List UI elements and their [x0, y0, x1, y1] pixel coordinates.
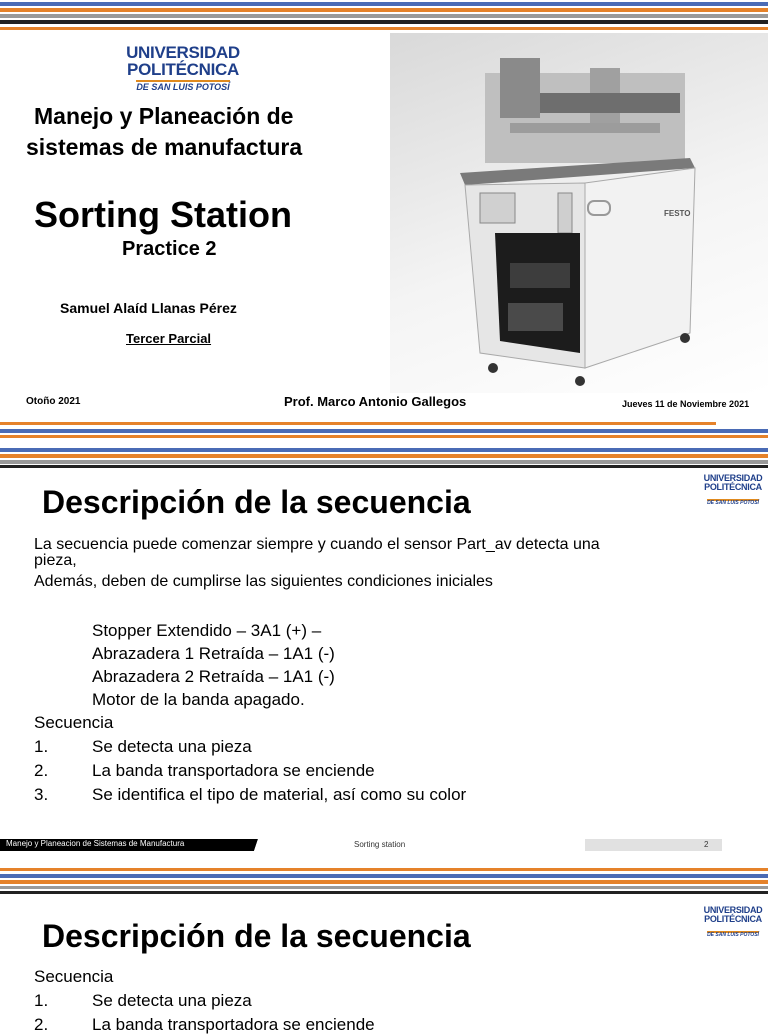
item-text: La banda transportadora se enciende [92, 761, 375, 780]
top-stripes [0, 868, 768, 892]
logo-line3: DE SAN LUIS POTOSÍ [707, 932, 759, 938]
list-item [34, 1015, 375, 1035]
logo-line3: DE SAN LUIS POTOSÍ [136, 82, 230, 92]
slide-2 [0, 446, 768, 866]
logo-line3: DE SAN LUIS POTOSÍ [707, 500, 759, 506]
season-label: Otoño 2021 [26, 396, 81, 407]
item-number: 2. [34, 1015, 49, 1034]
university-logo [118, 44, 248, 94]
university-logo [700, 906, 766, 940]
item-text: La banda transportadora se enciende [92, 1015, 375, 1034]
date-label: Jueves 11 de Noviembre 2021 [622, 399, 750, 409]
logo-line1: UNIVERSIDAD [703, 473, 763, 483]
bottom-stripes [0, 420, 768, 440]
footer-title: Sorting station [354, 840, 406, 849]
logo-line2: POLITÉCNICA [704, 482, 762, 492]
course-title-line1: Manejo y Planeación de [34, 103, 294, 129]
list-item [34, 785, 466, 805]
station-photo [390, 33, 768, 393]
condition-item: Abrazadera 2 Retraída – 1A1 (-) [92, 667, 335, 686]
top-stripes [0, 446, 768, 470]
logo-line2: POLITÉCNICA [127, 60, 239, 79]
item-number: 3. [34, 785, 49, 804]
intro-line1: La secuencia puede comenzar siempre y cuando el sensor Part_av detecta una [34, 536, 600, 553]
footer-course: Manejo y Planeacion de Sistemas de Manufactura [6, 839, 185, 848]
term-label: Tercer Parcial [126, 331, 212, 346]
condition-item: Abrazadera 1 Retraída – 1A1 (-) [92, 644, 335, 663]
list-item [34, 991, 252, 1011]
slide-heading: Descripción de la secuencia [42, 484, 471, 520]
item-text: Se detecta una pieza [92, 737, 252, 756]
slide-footer [0, 839, 768, 851]
slide-1 [0, 0, 768, 440]
slide-3 [0, 868, 768, 1034]
intro-line3: Además, deben de cumplirse las siguientes condiciones iniciales [34, 573, 493, 590]
course-title-line2: sistemas de manufactura [26, 134, 303, 160]
condition-item: Stopper Extendido – 3A1 (+) – [92, 621, 322, 640]
item-number: 1. [34, 991, 49, 1010]
slide-heading: Descripción de la secuencia [42, 918, 471, 954]
intro-line2: pieza, [34, 552, 77, 569]
list-item [34, 761, 375, 781]
logo-line2: POLITÉCNICA [704, 914, 762, 924]
footer-page-number: 2 [704, 840, 709, 849]
condition-item: Motor de la banda apagado. [92, 690, 305, 709]
photo-brand-text: FESTO [664, 209, 691, 218]
sequence-label: Secuencia [34, 713, 114, 732]
logo-line1: UNIVERSIDAD [126, 43, 240, 62]
top-stripes [0, 0, 768, 36]
slide-subtitle: Practice 2 [122, 238, 217, 260]
item-text: Se detecta una pieza [92, 991, 252, 1010]
item-number: 1. [34, 737, 49, 756]
author-name: Samuel Alaíd Llanas Pérez [60, 300, 237, 316]
slide-title: Sorting Station [34, 194, 292, 235]
list-item [34, 737, 252, 757]
logo-line1: UNIVERSIDAD [703, 905, 763, 915]
item-text: Se identifica el tipo de material, así como su color [92, 785, 467, 804]
item-number: 2. [34, 761, 49, 780]
sequence-label: Secuencia [34, 967, 114, 986]
university-logo [700, 474, 766, 508]
professor-name: Prof. Marco Antonio Gallegos [284, 394, 467, 409]
